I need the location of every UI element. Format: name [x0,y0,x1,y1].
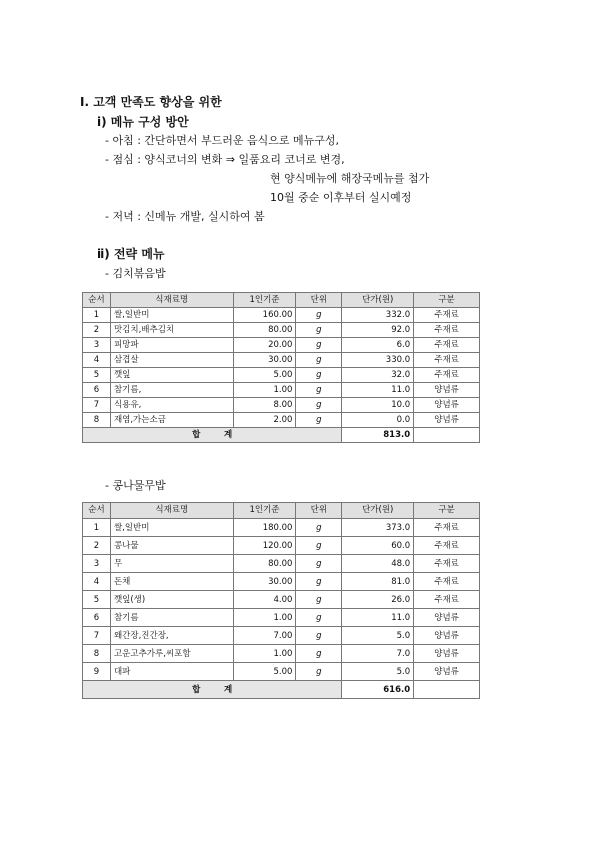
cell-order: 7 [83,627,111,645]
cell-category: 주재료 [414,308,480,323]
menu2-name: - 콩나물무밥 [105,479,166,492]
section2-title: ⅱ) 전략 메뉴 [97,247,165,261]
cell-unit: g [296,555,342,573]
cell-amount: 30.00 [233,353,296,368]
table-row [83,519,480,537]
total-blank [414,681,480,699]
column-header: 순서 [83,503,111,519]
column-header: 순서 [83,293,111,308]
cell-unit: g [296,323,342,338]
cell-ingredient: 참기름 [110,609,233,627]
cell-ingredient: 고운고추가루,씨포함 [110,645,233,663]
cell-amount: 180.00 [233,519,296,537]
cell-ingredient: 피망파 [110,338,233,353]
cell-order: 1 [83,519,111,537]
column-header: 구분 [414,293,480,308]
cell-category: 주재료 [414,353,480,368]
item-dinner: - 저녁 : 신메뉴 개발, 실시하여 봄 [105,210,265,223]
column-header: 구분 [414,503,480,519]
cell-ingredient: 재염,가는소금 [110,413,233,428]
cell-order: 3 [83,338,111,353]
table-row [83,368,480,383]
cell-amount: 2.00 [233,413,296,428]
table-row [83,573,480,591]
cell-category: 양념류 [414,383,480,398]
cell-ingredient: 깻잎(생) [110,591,233,609]
cell-unit: g [296,413,342,428]
cell-unit: g [296,645,342,663]
cell-ingredient: 맛김치,배추김치 [110,323,233,338]
table-header-row [83,503,480,519]
cell-category: 주재료 [414,555,480,573]
cell-amount: 80.00 [233,555,296,573]
cell-price: 92.0 [342,323,414,338]
column-header: 식재료명 [110,293,233,308]
cell-amount: 80.00 [233,323,296,338]
cell-category: 주재료 [414,573,480,591]
total-label: 합 계 [83,681,342,699]
column-header: 단가(원) [342,293,414,308]
cell-order: 5 [83,368,111,383]
menu1-name: - 김치볶음밥 [105,267,166,280]
cell-unit: g [296,398,342,413]
column-header: 1인기준 [233,293,296,308]
cell-unit: g [296,519,342,537]
menu1-table [82,292,480,443]
table-row [83,645,480,663]
cell-order: 1 [83,308,111,323]
column-header: 단위 [296,503,342,519]
cell-price: 10.0 [342,398,414,413]
cell-ingredient: 쌀,일반미 [110,519,233,537]
cell-unit: g [296,537,342,555]
cell-order: 2 [83,537,111,555]
cell-price: 6.0 [342,338,414,353]
cell-price: 5.0 [342,663,414,681]
column-header: 단가(원) [342,503,414,519]
cell-price: 48.0 [342,555,414,573]
cell-amount: 1.00 [233,645,296,663]
section1-title: ⅰ) 메뉴 구성 방안 [97,115,189,129]
cell-order: 8 [83,413,111,428]
cell-unit: g [296,383,342,398]
cell-category: 양념류 [414,645,480,663]
cell-amount: 8.00 [233,398,296,413]
total-value: 813.0 [342,428,414,443]
cell-ingredient: 무 [110,555,233,573]
cell-amount: 20.00 [233,338,296,353]
cell-price: 330.0 [342,353,414,368]
cell-order: 5 [83,591,111,609]
cell-category: 주재료 [414,591,480,609]
table-row [83,609,480,627]
table-row [83,338,480,353]
cell-order: 9 [83,663,111,681]
cell-ingredient: 대파 [110,663,233,681]
cell-price: 7.0 [342,645,414,663]
column-header: 식재료명 [110,503,233,519]
table-header-row [83,293,480,308]
main-heading: Ⅰ. 고객 만족도 향상을 위한 [80,95,222,109]
total-blank [414,428,480,443]
cell-order: 4 [83,573,111,591]
menu2-table [82,502,480,699]
cell-unit: g [296,627,342,645]
total-row [83,428,480,443]
table-row [83,353,480,368]
cell-price: 11.0 [342,383,414,398]
cell-ingredient: 돈채 [110,573,233,591]
cell-amount: 120.00 [233,537,296,555]
item-lunch: - 점심 : 양식코너의 변화 ⇒ 일품요리 코너로 변경, [105,153,345,166]
table-row [83,398,480,413]
item-lunch-detail2: 10월 중순 이후부터 실시예정 [270,191,412,204]
cell-amount: 7.00 [233,627,296,645]
cell-category: 주재료 [414,323,480,338]
table-row [83,627,480,645]
cell-order: 4 [83,353,111,368]
item-lunch-detail1: 현 양식메뉴에 해장국메뉴를 첨가 [270,172,430,185]
cell-order: 8 [83,645,111,663]
cell-amount: 5.00 [233,663,296,681]
table-row [83,413,480,428]
cell-price: 26.0 [342,591,414,609]
total-value: 616.0 [342,681,414,699]
cell-category: 양념류 [414,627,480,645]
column-header: 단위 [296,293,342,308]
cell-unit: g [296,663,342,681]
cell-unit: g [296,353,342,368]
table-row [83,308,480,323]
cell-amount: 1.00 [233,609,296,627]
table-row [83,555,480,573]
cell-price: 332.0 [342,308,414,323]
table-row [83,537,480,555]
cell-order: 7 [83,398,111,413]
cell-ingredient: 참기름, [110,383,233,398]
cell-unit: g [296,591,342,609]
cell-category: 주재료 [414,368,480,383]
cell-unit: g [296,609,342,627]
cell-category: 양념류 [414,609,480,627]
cell-order: 6 [83,609,111,627]
cell-amount: 1.00 [233,383,296,398]
cell-unit: g [296,338,342,353]
cell-category: 양념류 [414,413,480,428]
cell-ingredient: 삼겹살 [110,353,233,368]
cell-category: 주재료 [414,519,480,537]
cell-category: 주재료 [414,338,480,353]
total-label: 합 계 [83,428,342,443]
cell-amount: 160.00 [233,308,296,323]
cell-order: 6 [83,383,111,398]
cell-ingredient: 식용유, [110,398,233,413]
table-row [83,383,480,398]
cell-category: 주재료 [414,537,480,555]
cell-unit: g [296,368,342,383]
cell-price: 60.0 [342,537,414,555]
cell-amount: 30.00 [233,573,296,591]
table-row [83,591,480,609]
cell-ingredient: 쌀,일반미 [110,308,233,323]
item-breakfast: - 아침 : 간단하면서 부드러운 음식으로 메뉴구성, [105,134,340,147]
cell-order: 2 [83,323,111,338]
cell-price: 32.0 [342,368,414,383]
cell-price: 5.0 [342,627,414,645]
cell-price: 373.0 [342,519,414,537]
table-row [83,323,480,338]
cell-ingredient: 깻잎 [110,368,233,383]
cell-unit: g [296,308,342,323]
cell-ingredient: 왜간장,진간장, [110,627,233,645]
total-row [83,681,480,699]
table-row [83,663,480,681]
cell-price: 81.0 [342,573,414,591]
cell-category: 양념류 [414,663,480,681]
cell-order: 3 [83,555,111,573]
cell-unit: g [296,573,342,591]
cell-amount: 4.00 [233,591,296,609]
cell-amount: 5.00 [233,368,296,383]
cell-price: 11.0 [342,609,414,627]
cell-price: 0.0 [342,413,414,428]
column-header: 1인기준 [233,503,296,519]
cell-ingredient: 콩나물 [110,537,233,555]
cell-category: 양념류 [414,398,480,413]
